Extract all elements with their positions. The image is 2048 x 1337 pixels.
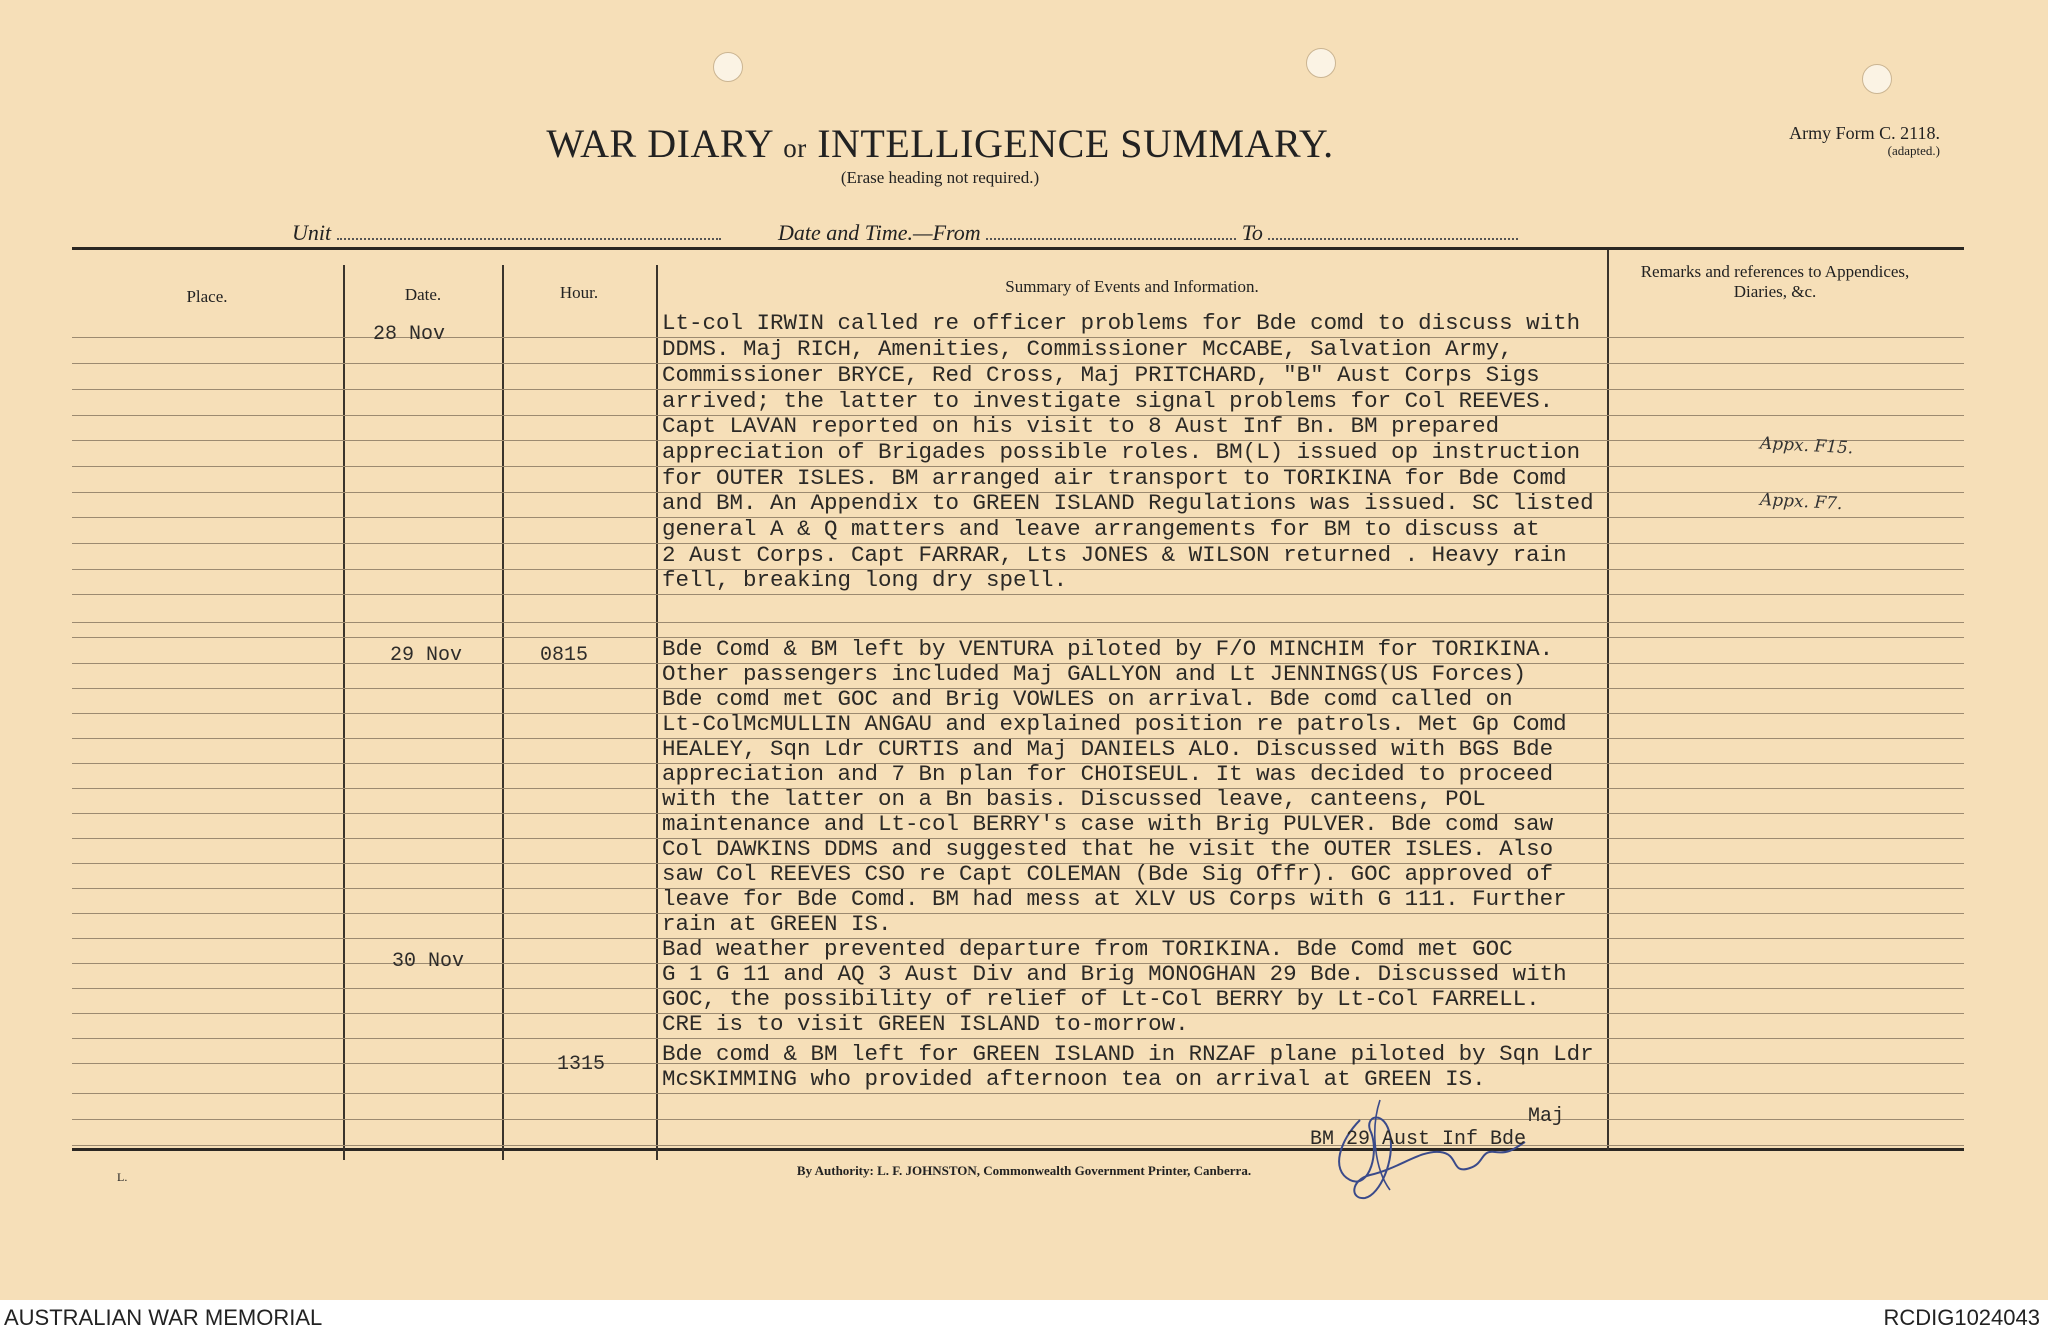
form-code: L. bbox=[117, 1170, 128, 1184]
summary-line: DDMS. Maj RICH, Amenities, Commissioner McCABE, Salvation Army, bbox=[662, 336, 1513, 362]
summary-line: Lt-ColMcMULLIN ANGAU and explained position re patrols. Met Gp Comd bbox=[662, 711, 1567, 737]
punch-hole bbox=[1306, 48, 1336, 78]
entry-date: 29 Nov bbox=[390, 644, 463, 667]
summary-line: Bde comd met GOC and Brig VOWLES on arrival. Bde comd called on bbox=[662, 686, 1513, 712]
summary-line: leave for Bde Comd. BM had mess at XLV US Corps with G 111. Further bbox=[662, 886, 1567, 912]
army-form-note: (adapted.) bbox=[1887, 142, 1940, 158]
footer-archive-name: AUSTRALIAN WAR MEMORIAL bbox=[4, 1305, 323, 1330]
ruled-line bbox=[72, 594, 1964, 595]
army-form-label: Army Form C. 2118. bbox=[1789, 123, 1940, 143]
summary-line: Commissioner BRYCE, Red Cross, Maj PRITCHARD, "B" Aust Corps Sigs bbox=[662, 362, 1540, 388]
summary-line: Bde Comd & BM left by VENTURA piloted by F/O MINCHIM for TORIKINA. bbox=[662, 636, 1554, 662]
col-header-place: Place. bbox=[186, 287, 228, 306]
table-bottom-rule bbox=[72, 1148, 1964, 1151]
col-header-date: Date. bbox=[404, 285, 442, 304]
signature-title: BM 29 Aust Inf Bde bbox=[1310, 1128, 1527, 1151]
summary-line: McSKIMMING who provided afternoon tea on arrival at GREEN IS. bbox=[662, 1066, 1486, 1092]
subtitle: (Erase heading not required.) bbox=[840, 168, 1040, 187]
summary-line: Capt LAVAN reported on his visit to 8 Aust Inf Bn. BM prepared bbox=[662, 413, 1500, 439]
summary-line: GOC, the possibility of relief of Lt-Col BERRY by Lt-Col FARRELL. bbox=[662, 986, 1540, 1012]
unit-field bbox=[292, 220, 721, 246]
summary-line: for OUTER ISLES. BM arranged air transport to TORIKINA for Bde Comd bbox=[662, 465, 1567, 491]
summary-line: 2 Aust Corps. Capt FARRAR, Lts JONES & WILSON returned . Heavy rain bbox=[662, 542, 1567, 568]
summary-line: Bad weather prevented departure from TORIKINA. Bde Comd met GOC bbox=[662, 936, 1513, 962]
table-top-rule bbox=[72, 247, 1964, 250]
summary-line: HEALEY, Sqn Ldr CURTIS and Maj DANIELS ALO. Discussed with BGS Bde bbox=[662, 736, 1554, 762]
ruled-line bbox=[72, 1093, 1964, 1094]
footer-record-id: RCDIG1024043 bbox=[1883, 1305, 2040, 1330]
ruled-line bbox=[72, 913, 1964, 914]
remark-appendix: Appx. F15. bbox=[1759, 433, 1854, 459]
summary-line: maintenance and Lt-col BERRY's case with Brig PULVER. Bde comd saw bbox=[662, 811, 1554, 837]
ruled-line bbox=[72, 622, 1964, 623]
title-or: or bbox=[783, 133, 807, 163]
summary-line: arrived; the latter to investigate signal problems for Col REEVES. bbox=[662, 388, 1554, 414]
summary-line: G 1 G 11 and AQ 3 Aust Div and Brig MONOGHAN 29 Bde. Discussed with bbox=[662, 961, 1567, 987]
ruled-line bbox=[72, 1038, 1964, 1039]
entry-hour: 1315 bbox=[557, 1053, 606, 1076]
page-title bbox=[440, 120, 1440, 167]
entry-date: 30 Nov bbox=[392, 950, 465, 973]
title-main: WAR DIARY bbox=[546, 121, 773, 166]
ruled-line bbox=[72, 1119, 1964, 1120]
summary-line: Bde comd & BM left for GREEN ISLAND in RNZAF plane piloted by Sqn Ldr bbox=[662, 1041, 1594, 1067]
summary-line: saw Col REEVES CSO re Capt COLEMAN (Bde Sig Offr). GOC approved of bbox=[662, 861, 1554, 887]
punch-hole bbox=[1862, 64, 1892, 94]
summary-line: rain at GREEN IS. bbox=[662, 911, 892, 937]
summary-line: Col DAWKINS DDMS and suggested that he visit the OUTER ISLES. Also bbox=[662, 836, 1554, 862]
signature-rank: Maj bbox=[1528, 1105, 1565, 1128]
entry-date: 28 Nov bbox=[373, 323, 446, 346]
ruled-line bbox=[72, 1145, 1964, 1146]
printer-authority: By Authority: L. F. JOHNSTON, Commonwealth Government Printer, Canberra. bbox=[796, 1163, 1252, 1178]
col-header-remarks: Remarks and references to Appendices, Diaries, &c. bbox=[1640, 262, 1910, 301]
summary-line: and BM. An Appendix to GREEN ISLAND Regulations was issued. SC listed bbox=[662, 490, 1594, 516]
date-time-label: Date and Time.—From bbox=[778, 220, 981, 245]
summary-line: Lt-col IRWIN called re officer problems for Bde comd to discuss with bbox=[662, 310, 1581, 336]
summary-line: fell, breaking long dry spell. bbox=[662, 567, 1068, 593]
summary-line: appreciation and 7 Bn plan for CHOISEUL. It was decided to proceed bbox=[662, 761, 1554, 787]
title-rest: INTELLIGENCE SUMMARY. bbox=[817, 121, 1334, 166]
summary-line: appreciation of Brigades possible roles. BM(L) issued op instruction bbox=[662, 439, 1581, 465]
summary-line: Other passengers included Maj GALLYON and Lt JENNINGS(US Forces) bbox=[662, 661, 1527, 687]
date-time-field bbox=[778, 220, 1518, 246]
punch-hole bbox=[713, 52, 743, 82]
to-label: To bbox=[1241, 220, 1263, 245]
summary-line: general A & Q matters and leave arrangements for BM to discuss at bbox=[662, 516, 1540, 542]
col-header-hour: Hour. bbox=[559, 283, 599, 302]
summary-line: CRE is to visit GREEN ISLAND to-morrow. bbox=[662, 1011, 1189, 1037]
entry-hour: 0815 bbox=[540, 644, 589, 667]
col-header-summary: Summary of Events and Information. bbox=[1005, 277, 1259, 296]
army-form-number bbox=[1620, 124, 1940, 158]
column-divider bbox=[1607, 250, 1609, 1150]
unit-label: Unit bbox=[292, 220, 332, 245]
remark-appendix: Appx. F7. bbox=[1759, 489, 1843, 515]
summary-line: with the latter on a Bn basis. Discussed leave, canteens, POL bbox=[662, 786, 1486, 812]
